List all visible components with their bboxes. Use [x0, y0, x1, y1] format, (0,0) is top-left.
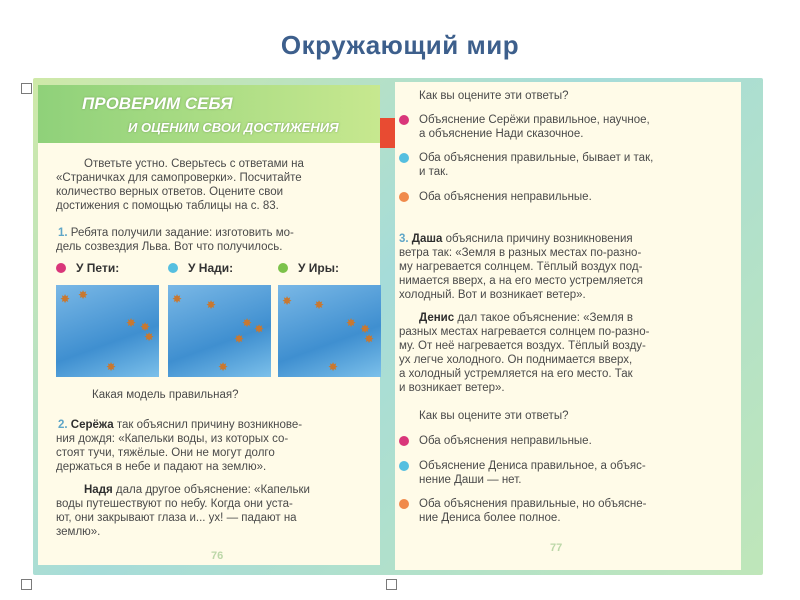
blue-dot-icon	[399, 461, 409, 471]
star-icon: ✸	[360, 322, 371, 336]
name-dasha: Даша	[411, 233, 443, 245]
name-nadya: Надя	[84, 484, 113, 496]
denis-line: ух легче холодного. Он поднимается вверх,	[399, 354, 633, 366]
page-number-left: 76	[211, 550, 224, 562]
star-icon: ✸	[60, 292, 71, 306]
task3-line: му нагревается солнцем. Тёплый воздух под-	[399, 261, 643, 273]
task2-line: ния дождя: «Капельки воды, из которых со-	[56, 433, 289, 445]
denis-text	[419, 311, 633, 325]
name-denis: Денис	[419, 312, 455, 324]
task2-line: стоят тучи, тяжёлые. Они не могут долго	[56, 447, 275, 459]
task1-text	[58, 226, 294, 240]
nadya-line: дала другое объяснение: «Капельки	[115, 484, 310, 496]
blue-dot-icon	[399, 153, 409, 163]
green-dot-icon	[278, 263, 288, 273]
orange-dot-icon	[399, 499, 409, 509]
nadya-line: ют, они закрывают глаза и... ух! — падают на	[56, 512, 297, 524]
blue-dot-icon	[168, 263, 178, 273]
slide-title: Окружающий мир	[280, 30, 520, 60]
answer-option: Оба объяснения неправильные.	[419, 435, 592, 447]
star-icon: ✸	[242, 316, 253, 330]
constellation-model-ira	[278, 285, 381, 377]
answer-option: Объяснение Дениса правильное, а объяс-	[419, 460, 646, 472]
answer-option: Оба объяснения правильные, но объясне-	[419, 498, 647, 510]
star-icon: ✸	[78, 288, 89, 302]
task2-text	[58, 418, 302, 432]
task3-line: ветра так: «Земля в разных местах по-разно-	[399, 247, 642, 259]
task2-number: 2.	[58, 419, 68, 431]
nadya-line: землю».	[56, 526, 101, 538]
label-nadya: У Нади:	[188, 261, 234, 275]
name-seryozha: Серёжа	[70, 419, 114, 431]
constellation-model-petya	[56, 285, 159, 377]
orange-dot-icon	[399, 192, 409, 202]
star-icon: ✸	[106, 360, 117, 374]
answer-option: нение Даши — нет.	[419, 474, 522, 486]
star-icon: ✸	[282, 294, 293, 308]
star-icon: ✸	[234, 332, 245, 346]
constellation-model-nadya	[168, 285, 271, 377]
nadya-text	[84, 483, 310, 497]
answer-option: ние Дениса более полное.	[419, 512, 561, 524]
star-icon: ✸	[364, 332, 375, 346]
denis-line: дал такое объяснение: «Земля в	[457, 312, 633, 324]
label-petya: У Пети:	[76, 261, 120, 275]
denis-line: и возникает ветер».	[399, 382, 505, 394]
denis-line: а холодный устремляется на его место. Так	[399, 368, 633, 380]
intro-line: достижения с помощью таблицы на с. 83.	[56, 200, 279, 212]
answer-option: и так.	[419, 166, 449, 178]
pink-dot-icon	[399, 115, 409, 125]
label-ira: У Иры:	[298, 261, 339, 275]
question-evaluate-1: Как вы оцените эти ответы?	[419, 90, 569, 102]
star-icon: ✸	[346, 316, 357, 330]
answer-option: Оба объяснения неправильные.	[419, 191, 592, 203]
intro-line: «Страничках для самопроверки». Посчитайте	[56, 172, 302, 184]
star-icon: ✸	[218, 360, 229, 374]
intro-line: количество верных ответов. Оцените свои	[56, 186, 284, 198]
nadya-line: воды путешествуют по небу. Когда они уста-	[56, 498, 293, 510]
star-icon: ✸	[206, 298, 217, 312]
task1-line: дель созвездия Льва. Вот что получилось.	[56, 241, 283, 253]
answer-option: Оба объяснения правильные, бывает и так,	[419, 152, 654, 164]
pink-dot-icon	[56, 263, 66, 273]
task2-line: держаться в небе и падают на землю».	[56, 461, 267, 473]
task1-line: Ребята получили задание: изготовить мо-	[70, 227, 294, 239]
question-evaluate-2: Как вы оцените эти ответы?	[419, 410, 569, 422]
denis-line: разных местах нагревается солнцем по-разно-	[399, 326, 650, 338]
page-number-right: 77	[550, 542, 563, 554]
task3-line: нимается вверх, а на его место устремляется	[399, 275, 643, 287]
task2-line: так объяснил причину возникнове-	[116, 419, 303, 431]
slide-bullet	[21, 579, 32, 590]
task1-number: 1.	[58, 227, 68, 239]
heading-evaluate-achievements: И ОЦЕНИМ СВОИ ДОСТИЖЕНИЯ	[128, 120, 339, 135]
task3-number: 3.	[399, 233, 409, 245]
slide-bullet	[21, 83, 32, 94]
star-icon: ✸	[144, 330, 155, 344]
answer-option: а объяснение Нади сказочное.	[419, 128, 584, 140]
star-icon: ✸	[140, 320, 151, 334]
star-icon: ✸	[254, 322, 265, 336]
star-icon: ✸	[328, 360, 339, 374]
heading-check-yourself: ПРОВЕРИМ СЕБЯ	[82, 94, 233, 113]
denis-line: му. От неё нагревается воздух. Тёплый возду-	[399, 340, 646, 352]
answer-option: Объяснение Серёжи правильное, научное,	[419, 114, 650, 126]
task3-text	[399, 232, 633, 246]
pink-dot-icon	[399, 436, 409, 446]
star-icon: ✸	[314, 298, 325, 312]
slide-bullet	[386, 579, 397, 590]
task3-line: объяснила причину возникновения	[445, 233, 633, 245]
task3-line: холодный. Вот и возникает ветер».	[399, 289, 586, 301]
star-icon: ✸	[126, 316, 137, 330]
intro-line: Ответьте устно. Сверьтесь с ответами на	[84, 158, 304, 170]
star-icon: ✸	[172, 292, 183, 306]
question-which-model: Какая модель правильная?	[92, 389, 239, 401]
